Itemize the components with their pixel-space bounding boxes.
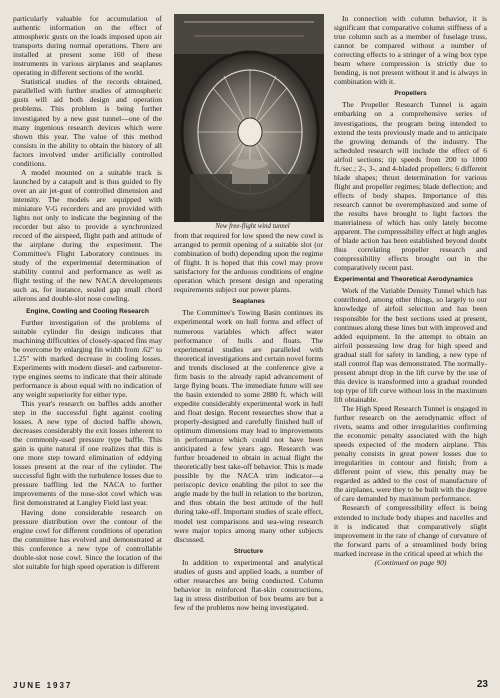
section-heading-structure: Structure xyxy=(233,547,264,555)
paragraph: Having done considerable research on pressure distribution over the contour of the engine cowl for different conditions of operation the committee has evolved and demonstrated at this conference a new type of controllable double-slot nose cowl. Since the location of the slot suitable for high speed operation is different xyxy=(13,507,162,571)
page-number: 23 xyxy=(476,679,488,690)
photo-caption: New free-flight wind tunnel xyxy=(215,223,290,230)
wind-tunnel-photo xyxy=(174,14,324,222)
paragraph: The Propeller Research Tunnel is again embarking on a comprehensive series of investigations, the program being intended to extend the tests previously made and to anticipate the growing demands of the industry. The scheduled research will include the effect of 6 airfoil sections; tip speeds from 200 to 1000 ft./sec.; 2-, 3-, and 4-bladed propellers; 6 different blade shapes; thrust determination for various flight and propeller regimes; blade deflection; and effects of body shapes. Importance of this research cannot be overemphasized and some of the results have brought to light factors the materialness of which has only lately become apparent. The compressibility effect at high angles of blade action has been established beyond doubt thus correlating propeller research and compressibility effects brought out in the comparatively recent past. xyxy=(334,100,487,273)
issue-date: JUNE 1937 xyxy=(13,681,73,690)
paragraph: A model mounted on a suitable track is launched by a catapult and is thus guided to fly over an air jet-gust of controlled dimension and intensity. The models are equipped with miniature V-G recorders and are provided with lights not only to indicate the beginning of the recorder but also to provide a synchronized record of the airspeed, flight path and attitude of the airplane during the experiment. The Committee's Flight Laboratory continues its study of the experimental determination of stability control and performance as well as flight testing of the new NACA developments such as, for instance, sealed gap small chord ailerons and double-slot nose cowling. xyxy=(13,167,162,304)
paragraph: Statistical studies of the records obtained, parallelled with further studies of atmospheric gusts will aid both design and operation problems. This problem is being further investigated by a new gust tunnel—one of the many ingenious research devices which were shown this year. The value of this method consists in the ability to obtain the history of all factors involved under artificially controlled conditions. xyxy=(13,77,162,168)
paragraph: Further investigation of the problems of suitable cylinder fin design indicates that machining difficulties of closely-spaced fins may be overcome by enlarging fin width from .62" to 1.25" with marked decrease in cooling losses. Experiments with modern diesel- and carburetor-type engines seems to indicate that their altitude performance is about equal with no indication of any weight superiority for either type. xyxy=(13,317,162,399)
paragraph: This year's research on baffles adds another step in the successful fight against cooling losses. A new type of ducted baffle shown, decreases considerably the exit losses inherent to the commonly-used pressure type baffle. This gain is quite natural if one realizes that this is one more step toward elimination of eddying losses present at the rear of the cylinder. The successful fight with the turbulence losses due to pressure baffling led the NACA to further improvements of the nose-slot cowl which was first demonstrated at Langley Field last year. xyxy=(13,398,162,508)
continued-notice: (Continued on page 90) xyxy=(374,557,447,567)
paragraph: Work of the Variable Density Tunnel which has contributed, among other things, so largely to our knowledge of airfoil selection and has been responsible for the best sections used at present, continues along these lines but with improved and added equipment. In the attempt to obtain an airfoil possessing low drag for high speed and gradual stall for safety in landing, a new type of stall control flap was demonstrated. The normally-present abrupt drop in the lift curve by the use of this device is transformed into a gradual rounded top type of lift curve without loss in the maximum lift obtainable. xyxy=(334,286,487,404)
section-heading-aerodynamics: Experimental and Theoretical Aerodynamics xyxy=(334,276,474,284)
section-heading-engine: Engine, Cowling and Cooling Research xyxy=(26,307,149,315)
paragraph: Research of compressibility effect is being extended to include body shapes and nacelles and it is indicated that comparatively slight improvement in the rate of change of curvature of the forward parts of a streamlined body bring marked increase in the critical speed at which the xyxy=(334,503,487,558)
column-3 xyxy=(334,14,487,567)
column-1 xyxy=(13,14,162,571)
paragraph: In addition to experimental and analytical studies of gusts and applied loads, a number of other researches are being conducted. Column behavior in reinforced flat-skin constructions, lag in stress distribution of box beams are but a few of the problems now being investigated. xyxy=(174,557,323,612)
paragraph: The Committee's Towing Basin continues its experimental work on hull forms and effect of numerous variables which affect water performance of hulls and floats. The experimental studies are paralleled with theoretical investigations and certain novel forms and trends disclosed at the conference give a firm basis to the already rapid advancement of large flying boats. The immediate future will see the basin extended to some 2880 ft. which will expedite considerably experimental work in hull and float design. Recent researches show that a properly-designed and carefully finished hull of optimum dimensions may lead to improvements in performance which could not have been anticipated a few years ago. Research was further broadened to obtain in actual flight the theoretically best take-off behavior. This is made possible by the NACA trim indicator—a periscopic device enabling the pilot to see the angle made by the hull in relation to the horizon, and thus obtain the best attitude of the hull during take-off. Important studies of scale effect, model test comparisons and sea-wing research were major topics among many other subjects discussed. xyxy=(174,308,324,544)
wind-tunnel-illustration xyxy=(174,14,324,222)
paragraph: In connection with column behavior, it is significant that comparative column stiffness of a true column such as a member of fuselage truss, cannot be compared without a number of correcting effects to a stringer of a wing box type beam where compression is strictly due to bending, is not present without it and is always in combination with it. xyxy=(334,14,487,87)
section-heading-seaplanes: Seaplanes xyxy=(232,298,265,306)
column-2 xyxy=(174,14,323,612)
paragraph: particularly valuable for accumulation of authentic information on the effect of atmospheric gusts on the loads imposed upon air transports during normal operations. There are installed at present some 160 of these instruments in various airplanes and seaplanes operating in different sections of the world. xyxy=(13,14,162,78)
paragraph: from that required for low speed the new cowl is arranged to permit opening of a suitable slot (or combination of both) depending upon the regime of flight. It is hoped that this cowl may prove satisfactory for the arduous conditions of engine operation which present design and operating requirements subject our power plants. xyxy=(174,231,323,295)
section-heading-propellers: Propellers xyxy=(394,90,427,98)
paragraph: The High Speed Research Tunnel is engaged in further research on the aerodynamic effect of rivets, seams and other irregularities confirming the economic penalty associated with the high speeds expected of the modern airplane. This penalty consists in great power losses due to irregularities in contour and finish; from a different point of view, this penalty may be regarded as added to the cost of manufacture of the airplanes, were they to be built with the degree of care demanded by maximum performance. xyxy=(334,403,487,504)
